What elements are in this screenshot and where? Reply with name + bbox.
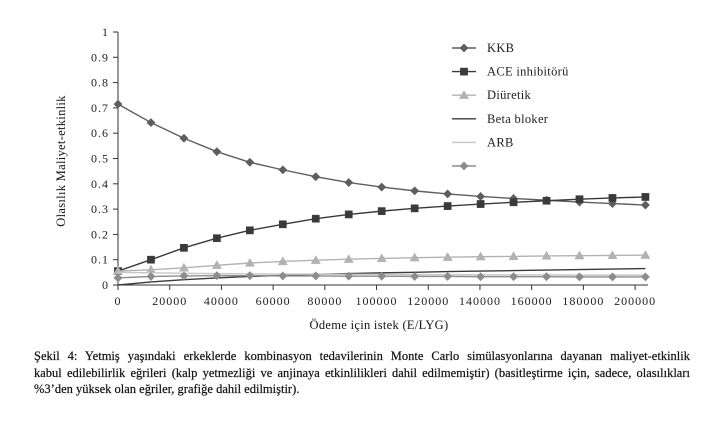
- data-point-marker: [345, 179, 353, 187]
- data-point-marker: [411, 272, 419, 280]
- data-point-marker: [641, 201, 649, 209]
- x-tick-label: 80000: [307, 294, 343, 308]
- x-tick-label: 200000: [614, 294, 657, 308]
- data-point-marker: [477, 273, 485, 281]
- data-point-marker: [213, 235, 220, 242]
- data-point-marker: [608, 273, 616, 281]
- legend-label: KKB: [487, 41, 515, 55]
- y-tick-label: 0.5: [91, 151, 109, 166]
- data-point-marker: [279, 272, 287, 280]
- y-ticks: [91, 25, 118, 292]
- y-tick-label: 0.3: [91, 202, 109, 217]
- x-axis-title: Ödeme için istek (E/LYG): [309, 318, 449, 332]
- x-tick-label: 100000: [355, 294, 398, 308]
- x-tick-label: 120000: [407, 294, 450, 308]
- y-tick-label: 0.1: [91, 252, 109, 267]
- data-point-marker: [411, 187, 419, 195]
- data-point-marker: [444, 190, 452, 198]
- x-tick-label: 40000: [203, 294, 239, 308]
- data-point-marker: [378, 208, 385, 215]
- x-tick-label: 180000: [562, 294, 605, 308]
- data-point-marker: [114, 274, 122, 282]
- series-3: [113, 251, 650, 275]
- data-point-marker: [180, 134, 188, 142]
- y-tick-label: 1: [102, 25, 109, 39]
- data-point-marker: [312, 272, 320, 280]
- caption-line: %3’den yüksek olan eğriler, grafiğe dahil edilmiştir).: [34, 382, 300, 396]
- data-point-marker: [477, 192, 485, 200]
- data-point-marker: [609, 194, 616, 201]
- data-point-marker: [279, 221, 286, 228]
- legend-entry: [452, 41, 514, 55]
- x-tick-label: 140000: [458, 294, 501, 308]
- data-point-marker: [642, 193, 649, 200]
- y-tick-label: 0.6: [91, 126, 109, 141]
- data-point-marker: [213, 148, 221, 156]
- data-point-marker: [510, 199, 517, 206]
- data-point-marker: [180, 244, 187, 251]
- series-2: [114, 193, 649, 274]
- data-point-marker: [411, 205, 418, 212]
- legend-swatch-marker: [460, 68, 467, 75]
- data-point-marker: [576, 196, 583, 203]
- x-tick-label: 0: [114, 294, 122, 308]
- data-point-marker: [246, 227, 253, 234]
- y-tick-label: 0: [102, 278, 109, 292]
- data-point-marker: [378, 183, 386, 191]
- data-point-marker: [575, 273, 583, 281]
- legend-entry: [452, 112, 549, 126]
- caption-line: kabul edilebilirlik eğrileri (kalp yetmezliği ve anjinaya etkinlilikleri dahil edilmemiştir) (basitleştirme için, sadece, olasılıkları: [34, 365, 690, 380]
- data-point-marker: [312, 173, 320, 181]
- legend: [452, 41, 569, 170]
- legend-label: Beta bloker: [487, 111, 549, 126]
- series-1: [114, 100, 649, 209]
- legend-label: Diüretik: [487, 88, 532, 103]
- data-point-marker: [345, 211, 352, 218]
- data-point-marker: [114, 100, 122, 108]
- data-point-marker: [312, 215, 319, 222]
- caption-line: Şekil 4: Yetmiş yaşındaki erkeklerde kombinasyon tedavilerinin Monte Carlo simülasyonlarına dayanan maliyet-etkinlik: [34, 349, 690, 363]
- data-point-marker: [444, 202, 451, 209]
- legend-swatch-marker: [460, 44, 468, 52]
- data-point-marker: [279, 166, 287, 174]
- y-axis-title: Olasılık Maliyet-etkinlik: [54, 95, 68, 227]
- y-tick-label: 0.8: [91, 75, 109, 90]
- legend-entry: [452, 162, 476, 170]
- legend-label: ARB: [487, 135, 514, 150]
- legend-label: ACE inhibitörü: [487, 64, 569, 79]
- data-point-marker: [543, 273, 551, 281]
- data-point-marker: [477, 200, 484, 207]
- x-tick-label: 20000: [152, 294, 188, 308]
- data-point-marker: [147, 256, 154, 263]
- y-tick-label: 0.9: [91, 50, 109, 65]
- data-point-marker: [246, 272, 254, 280]
- x-tick-label: 60000: [255, 294, 291, 308]
- legend-entry: [452, 135, 514, 149]
- legend-entry: [452, 88, 532, 102]
- legend-swatch-marker: [460, 162, 468, 170]
- data-point-marker: [246, 158, 254, 166]
- series-group: [113, 100, 650, 285]
- data-point-marker: [510, 273, 518, 281]
- data-point-marker: [147, 119, 155, 127]
- figure-caption: [34, 348, 690, 398]
- y-tick-label: 0.2: [91, 227, 109, 242]
- x-tick-label: 160000: [510, 294, 553, 308]
- data-point-marker: [641, 273, 649, 281]
- y-tick-label: 0.7: [91, 100, 109, 115]
- data-point-marker: [543, 197, 550, 204]
- x-ticks: [115, 285, 657, 308]
- data-point-marker: [444, 272, 452, 280]
- y-tick-label: 0.4: [91, 176, 109, 191]
- legend-entry: [452, 65, 569, 79]
